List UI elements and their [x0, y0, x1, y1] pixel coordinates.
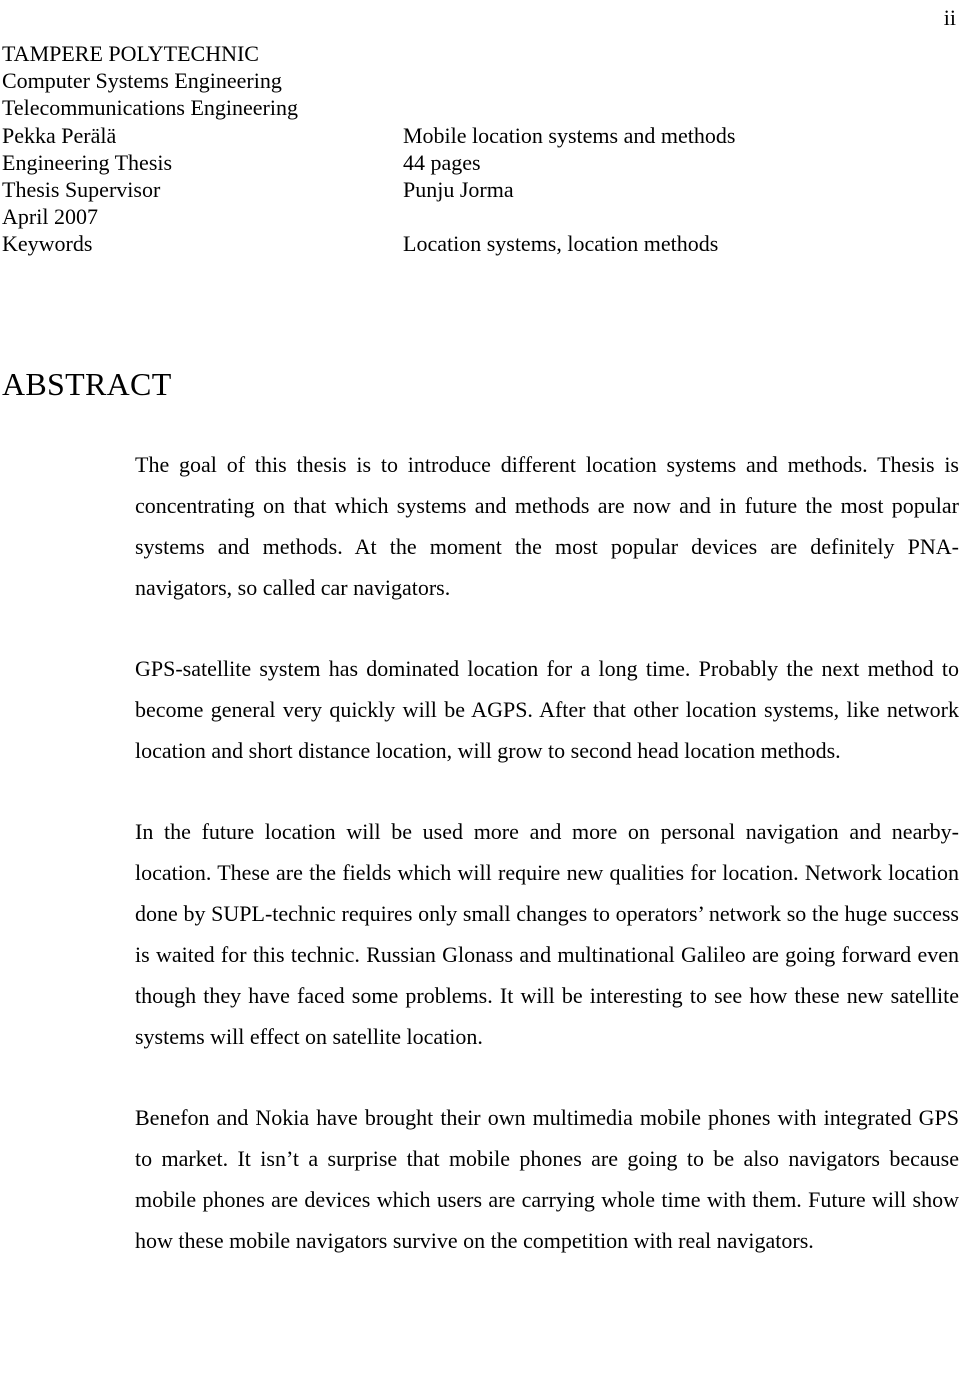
meta-value: Punju Jorma — [403, 176, 514, 202]
meta-value — [403, 203, 942, 230]
meta-label: Telecommunications Engineering — [2, 95, 298, 121]
meta-label: April 2007 — [2, 204, 98, 230]
meta-label: Computer Systems Engineering — [2, 68, 282, 94]
abstract-heading: ABSTRACT — [2, 366, 172, 402]
meta-label: Pekka Perälä — [2, 122, 117, 148]
meta-row-institution — [2, 40, 942, 67]
meta-row-date — [2, 203, 942, 230]
abstract-body — [135, 444, 959, 1301]
meta-value: Location systems, location methods — [403, 231, 719, 257]
abstract-paragraph: Benefon and Nokia have brought their own multimedia mobile phones with integrated GPS to market. It isn’t a surprise that mobile phones are going to be also navigators because mobile phones are devices which users are carrying whole time with them. Future will show how these mobile navigators survive on the competition with real navigators. — [135, 1105, 959, 1253]
meta-value: Mobile location systems and methods — [403, 122, 736, 148]
thesis-metadata-block — [2, 40, 942, 258]
meta-label: TAMPERE POLYTECHNIC — [2, 41, 259, 66]
abstract-paragraph: The goal of this thesis is to introduce different location systems and methods. Thesis is concentrating on that which systems and methods are now and in future the most popular systems and methods. At the moment the most popular devices are definitely PNA-navigators, so called car navigators. — [135, 452, 959, 600]
page-number: ii — [943, 5, 956, 30]
meta-value — [403, 94, 942, 121]
meta-row-degree — [2, 67, 942, 94]
meta-value: 44 pages — [403, 149, 481, 175]
meta-row-thesis-type — [2, 149, 942, 176]
meta-row-author — [2, 122, 942, 149]
meta-value — [403, 67, 942, 94]
abstract-paragraph: In the future location will be used more and more on personal navigation and nearby-location. These are the fields which will require new qualities for location. Network location done by SUPL-technic requires only small changes to operators’ network so the huge success is waited for this technic. Russian Glonass and multinational Galileo are going forward even though they have faced some problems. It will be interesting to see how these new satellite systems will effect on satellite location. — [135, 819, 959, 1049]
meta-row-program — [2, 94, 942, 121]
abstract-paragraph: GPS-satellite system has dominated location for a long time. Probably the next method to become general very quickly will be AGPS. After that other location systems, like network location and short distance location, will grow to second head location methods. — [135, 656, 959, 763]
meta-label: Thesis Supervisor — [2, 176, 161, 202]
meta-value — [403, 40, 942, 67]
meta-label: Keywords — [2, 231, 93, 257]
meta-row-keywords — [2, 230, 942, 257]
meta-label: Engineering Thesis — [2, 149, 173, 175]
meta-row-supervisor — [2, 176, 942, 203]
